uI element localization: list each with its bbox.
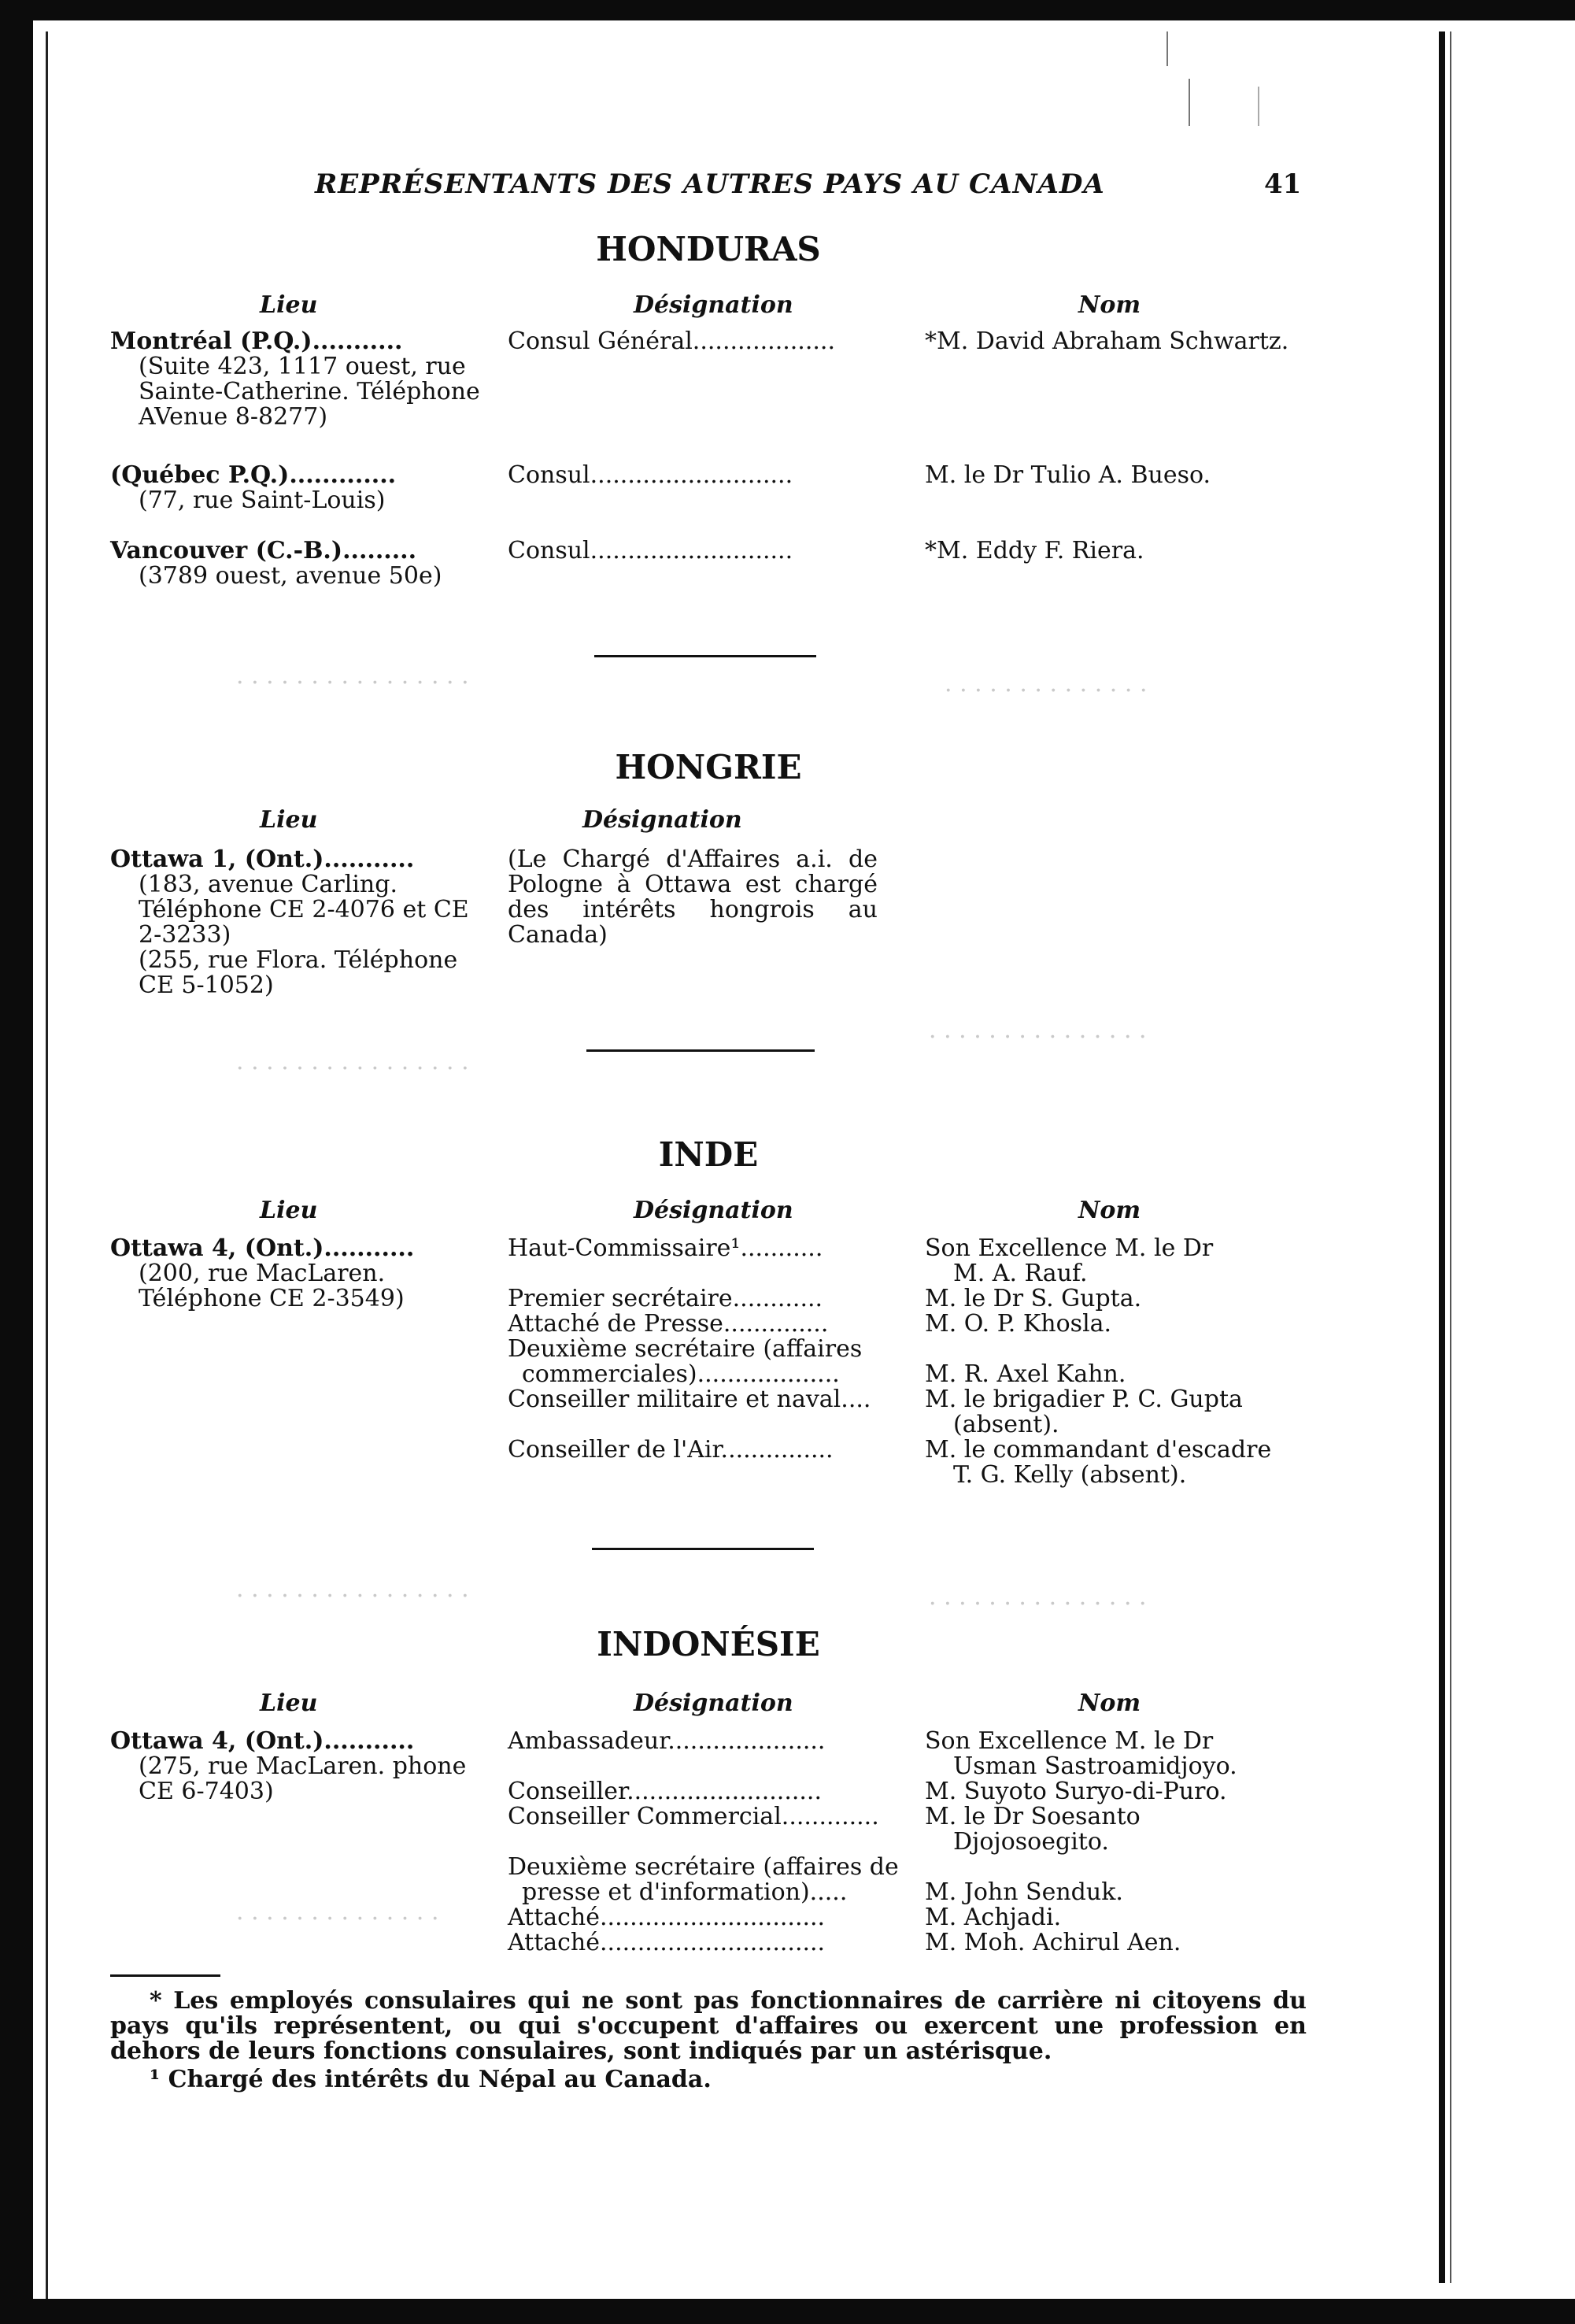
list-item xyxy=(110,847,1307,1005)
entry-address: (3789 ouest, avenue 50e) xyxy=(139,562,442,590)
entry-designation: Deuxième secrétaire (affaires xyxy=(508,1335,863,1363)
entry-designation: Conseiller.......................... xyxy=(508,1778,823,1805)
entry-place: Ottawa 4, (Ont.)........... xyxy=(110,1727,415,1755)
header-title: REPRÉSENTANTS DES AUTRES PAYS AU CANADA xyxy=(315,168,1105,200)
entry-designation: Attaché.............................. xyxy=(508,1904,826,1931)
entry-name: M. Achjadi. xyxy=(925,1904,1062,1931)
entry-name: *M. David Abraham Schwartz. xyxy=(925,328,1289,355)
entry-designation: (Le Chargé d'Affaires a.i. de Pologne à Ottawa est chargé des intérêts hongrois au Canada) xyxy=(508,846,878,949)
column-header-lieu: Lieu xyxy=(260,1197,318,1224)
entry-place: Vancouver (C.-B.)......... xyxy=(110,537,417,564)
scan-left-line xyxy=(46,31,48,2299)
scan-mark xyxy=(1258,87,1259,126)
bleed-through: · · · · · · · · · · · · · · xyxy=(236,1905,439,1933)
column-header-nom: Nom xyxy=(1078,1689,1141,1717)
list-item xyxy=(110,538,1307,594)
entry-designation: Deuxième secrétaire (affaires de xyxy=(508,1853,899,1881)
column-header-lieu: Lieu xyxy=(260,1689,318,1717)
entry-name: M. le Dr Soesanto xyxy=(925,1803,1141,1830)
entry-name: Usman Sastroamidjoyo. xyxy=(953,1752,1237,1780)
entry-designation: Ambassadeur..................... xyxy=(508,1727,826,1755)
bleed-through: · · · · · · · · · · · · · · · · xyxy=(236,669,469,697)
entry-name: *M. Eddy F. Riera. xyxy=(925,537,1144,564)
entry-address: (200, rue MacLaren. Téléphone CE 2-3549) xyxy=(139,1260,405,1312)
bleed-through: · · · · · · · · · · · · · · · · xyxy=(236,1582,469,1610)
page-right-edge-line xyxy=(1450,31,1451,2283)
entry-name: M. R. Axel Kahn. xyxy=(925,1360,1126,1388)
entry-name: M. A. Rauf. xyxy=(953,1260,1088,1287)
entry-designation: Conseiller militaire et naval.... xyxy=(508,1386,871,1413)
entry-designation: Premier secrétaire............ xyxy=(508,1285,823,1312)
section-title: INDONÉSIE xyxy=(597,1625,820,1663)
entry-name: (absent). xyxy=(953,1411,1059,1438)
column-header-designation: Désignation xyxy=(634,1689,793,1717)
column-header-designation: Désignation xyxy=(634,291,793,319)
bleed-through: · · · · · · · · · · · · · · xyxy=(945,677,1148,705)
scan-mark xyxy=(1166,31,1168,66)
column-headers xyxy=(110,806,1307,838)
entry-place: Ottawa 1, (Ont.)........... xyxy=(110,846,415,873)
entry-name: T. G. Kelly (absent). xyxy=(953,1461,1187,1489)
column-header-nom: Nom xyxy=(1078,291,1141,319)
entry-designation: presse et d'information)..... xyxy=(522,1878,848,1906)
entry-name: M. Suyoto Suryo-di-Puro. xyxy=(925,1778,1227,1805)
column-headers xyxy=(110,291,1307,323)
entry-designation: Consul........................... xyxy=(508,537,793,564)
entry-name: Son Excellence M. le Dr xyxy=(925,1727,1214,1755)
entry-name: Son Excellence M. le Dr xyxy=(925,1234,1214,1262)
entry-designation: Conseiller Commercial............. xyxy=(508,1803,879,1830)
section-title: HONDURAS xyxy=(596,230,821,268)
entry-designation: Consul........................... xyxy=(508,461,793,489)
entry-address: (275, rue MacLaren. phone CE 6-7403) xyxy=(139,1752,467,1805)
entry-designation: Haut-Commissaire¹........... xyxy=(508,1234,823,1262)
entry-name: M. Moh. Achirul Aen. xyxy=(925,1929,1181,1956)
entry-designation: Attaché.............................. xyxy=(508,1929,826,1956)
list-item xyxy=(110,1729,1307,1965)
bleed-through: · · · · · · · · · · · · · · · xyxy=(929,1590,1147,1618)
footnote-star: * Les employés consulaires qui ne sont pas fonctionnaires de carrière ni citoyens du pays qu'ils représentent, ou qui s'occupent d'affaires ou exercent une profession en dehors de leurs fonctions consulaires, sont indiqués par un astérisque. xyxy=(110,1987,1307,2065)
column-header-nom: Nom xyxy=(1078,1197,1141,1224)
entry-name: M. O. P. Khosla. xyxy=(925,1310,1112,1338)
list-item xyxy=(110,463,1307,518)
entry-address: (255, rue Flora. Téléphone CE 5-1052) xyxy=(139,946,458,999)
column-header-designation: Désignation xyxy=(582,806,742,834)
section-title: INDE xyxy=(658,1135,759,1174)
entry-place: (Québec P.Q.)............. xyxy=(110,461,397,489)
entry-place: Montréal (P.Q.)........... xyxy=(110,328,403,355)
running-header xyxy=(0,168,1575,208)
scan-mark xyxy=(1189,79,1190,126)
entry-address: (Suite 423, 1117 ouest, rue Sainte-Catherine. Téléphone AVenue 8-8277) xyxy=(139,353,480,431)
page-number: 41 xyxy=(1264,168,1302,200)
scan-bottom-border xyxy=(0,2299,1575,2324)
entry-address: (183, avenue Carling. Téléphone CE 2-4076 et CE 2-3233) xyxy=(139,871,469,949)
footnote-rule xyxy=(110,1974,220,1977)
column-header-lieu: Lieu xyxy=(260,291,318,319)
entry-name: M. le commandant d'escadre xyxy=(925,1436,1272,1464)
entry-place: Ottawa 4, (Ont.)........... xyxy=(110,1234,415,1262)
bleed-through: · · · · · · · · · · · · · · · · xyxy=(236,1055,469,1082)
section-honduras xyxy=(110,230,1307,600)
column-headers xyxy=(110,1689,1307,1721)
column-header-designation: Désignation xyxy=(634,1197,793,1224)
section-divider xyxy=(594,655,816,657)
section-hongrie xyxy=(110,748,1307,1016)
list-item xyxy=(110,329,1307,439)
page-right-edge xyxy=(1439,31,1445,2283)
column-header-lieu: Lieu xyxy=(260,806,318,834)
entry-designation: Conseiller de l'Air............... xyxy=(508,1436,834,1464)
section-indonesie xyxy=(110,1625,1307,1971)
footnote-one: ¹ Chargé des intérêts du Népal au Canada. xyxy=(150,2066,712,2093)
scan-top-border xyxy=(0,0,1575,20)
entry-designation: commerciales)................... xyxy=(522,1360,840,1388)
entry-name: M. le Dr S. Gupta. xyxy=(925,1285,1142,1312)
entry-designation: Attaché de Presse.............. xyxy=(508,1310,829,1338)
section-title: HONGRIE xyxy=(615,748,802,786)
entry-name: Djojosoegito. xyxy=(953,1828,1109,1856)
column-headers xyxy=(110,1197,1307,1228)
list-item xyxy=(110,1236,1307,1496)
entry-name: M. le brigadier P. C. Gupta xyxy=(925,1386,1243,1413)
entry-name: M. John Senduk. xyxy=(925,1878,1123,1906)
entry-address: (77, rue Saint-Louis) xyxy=(139,487,386,514)
entry-designation: Consul Général................... xyxy=(508,328,835,355)
section-inde xyxy=(110,1135,1307,1497)
section-divider xyxy=(586,1049,815,1052)
entry-name: M. le Dr Tulio A. Bueso. xyxy=(925,461,1211,489)
section-divider xyxy=(592,1548,814,1550)
bleed-through: · · · · · · · · · · · · · · · xyxy=(929,1023,1147,1051)
scan-left-border xyxy=(0,0,33,2324)
